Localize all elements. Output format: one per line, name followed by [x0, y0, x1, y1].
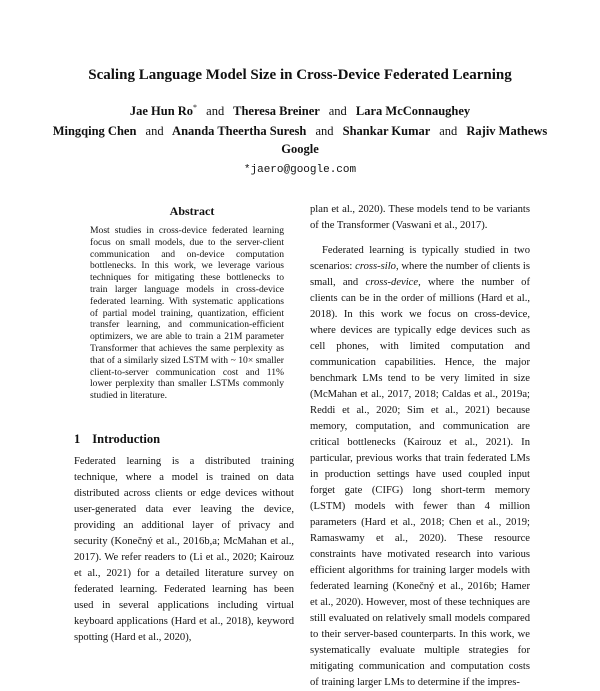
italic-term-cross-silo: cross-silo — [355, 261, 396, 272]
author-line-2 — [0, 121, 600, 141]
author-and: and — [439, 124, 458, 139]
section-title: Introduction — [92, 432, 161, 446]
paper-title: Scaling Language Model Size in Cross-Device Federated Learning — [88, 67, 512, 83]
abstract-text: Most studies in cross-device federated learning focus on small models, due to the server-client communication and on-device computation bottlenecks. In this work, we leverage various techniques for mitigating these bottlenecks to train larger language models in cross-device federated learning. With systematic applications of partial model training, quantization, efficient transfer learning, and communication-efficient optimizers, we are able to train a 21M parameter Transformer that achieves the same perplexity as that of a similarly sized LSTM with ~ 10× smaller client-to-server communication cost and 11% lower perplexity than smaller LSTMs commonly studied in literature. — [90, 225, 284, 402]
text-run: , where the number of clients can be in the order of millions (Hard et al., 2018). In this work we focus on cross-device, where devices are typically edge devices such as cell phones, with limited computation and communication capabilities. Hence, the major benchmark LMs tend to be very limited in size (McMahan et al., 2017, 2018; Caldas et al., 2019a; Reddi et al., 2020; Sim et al., 2021) because memory, computation, and communication are critical bottlenecks (Kairouz et al., 2021). In particular, previous works that train federated LMs in production settings have used coupled input forget gate (CIFG) long short-term memory (LSTM) models with fewer than 4 million parameters (Hard et al., 2018; Chen et al., 2019; Ramaswamy et al., 2020). These resource constraints have motivated research into various efficient algorithms for training larger models with federated learning (Konečný et al., 2016b; Hamer et al., 2020). However, most of these techniques are still evaluated on relatively small models compared to their server-based counterparts. In this work, we systematically evaluate multiple strategies for mitigating communication and computation costs of training larger LMs to determine if the impres- — [310, 277, 530, 688]
right-column-paragraph-2 — [310, 243, 530, 691]
affiliation: Google — [281, 142, 319, 156]
author-name: Ananda Theertha Suresh — [172, 124, 307, 139]
right-column-body — [310, 202, 530, 691]
section-number: 1 — [74, 432, 81, 446]
author-footnote-mark: * — [193, 103, 198, 112]
text-run: , where the number of clients is small, and — [310, 261, 530, 288]
author-and: and — [145, 124, 164, 139]
author-line-1 — [0, 98, 600, 121]
author-name: Jae Hun Ro — [129, 104, 194, 119]
author-list — [0, 98, 600, 141]
author-name: Lara McConnaughey — [355, 104, 471, 119]
author-and: and — [315, 124, 334, 139]
introduction-body — [74, 454, 294, 646]
author-name: Theresa Breiner — [233, 104, 320, 119]
abstract-heading: Abstract — [169, 204, 215, 218]
section-heading-introduction — [74, 432, 160, 447]
introduction-paragraph: Federated learning is a distributed training technique, where a model is trained on data distributed across clients or edge devices without user-generated data ever leaving the device, providing an additional layer of privacy and security (Konečný et al., 2016b,a; McMahan et al., 2017). We refer readers to (Li et al., 2020; Kairouz et al., 2021) for a detailed literature survey on federated learning. Federated learning has been used in several applications including virtual keyboard applications (Hard et al., 2018), keyword spotting (Hard et al., 2020), — [74, 456, 294, 643]
author-name: Rajiv Mathews — [466, 124, 548, 139]
author-and: and — [206, 104, 225, 119]
author-name: Mingqing Chen — [52, 124, 137, 139]
abstract-body — [90, 225, 284, 402]
italic-term-cross-device: cross-device — [365, 277, 419, 288]
text-run: Federated learning is typically studied in two scenarios: — [310, 245, 530, 272]
right-column-paragraph-1: plan et al., 2020). These models tend to be variants of the Transformer (Vaswani et al., 2017). — [310, 204, 530, 231]
author-and: and — [328, 104, 347, 119]
author-email: *jaero@google.com — [243, 164, 357, 176]
author-name: Shankar Kumar — [342, 124, 431, 139]
